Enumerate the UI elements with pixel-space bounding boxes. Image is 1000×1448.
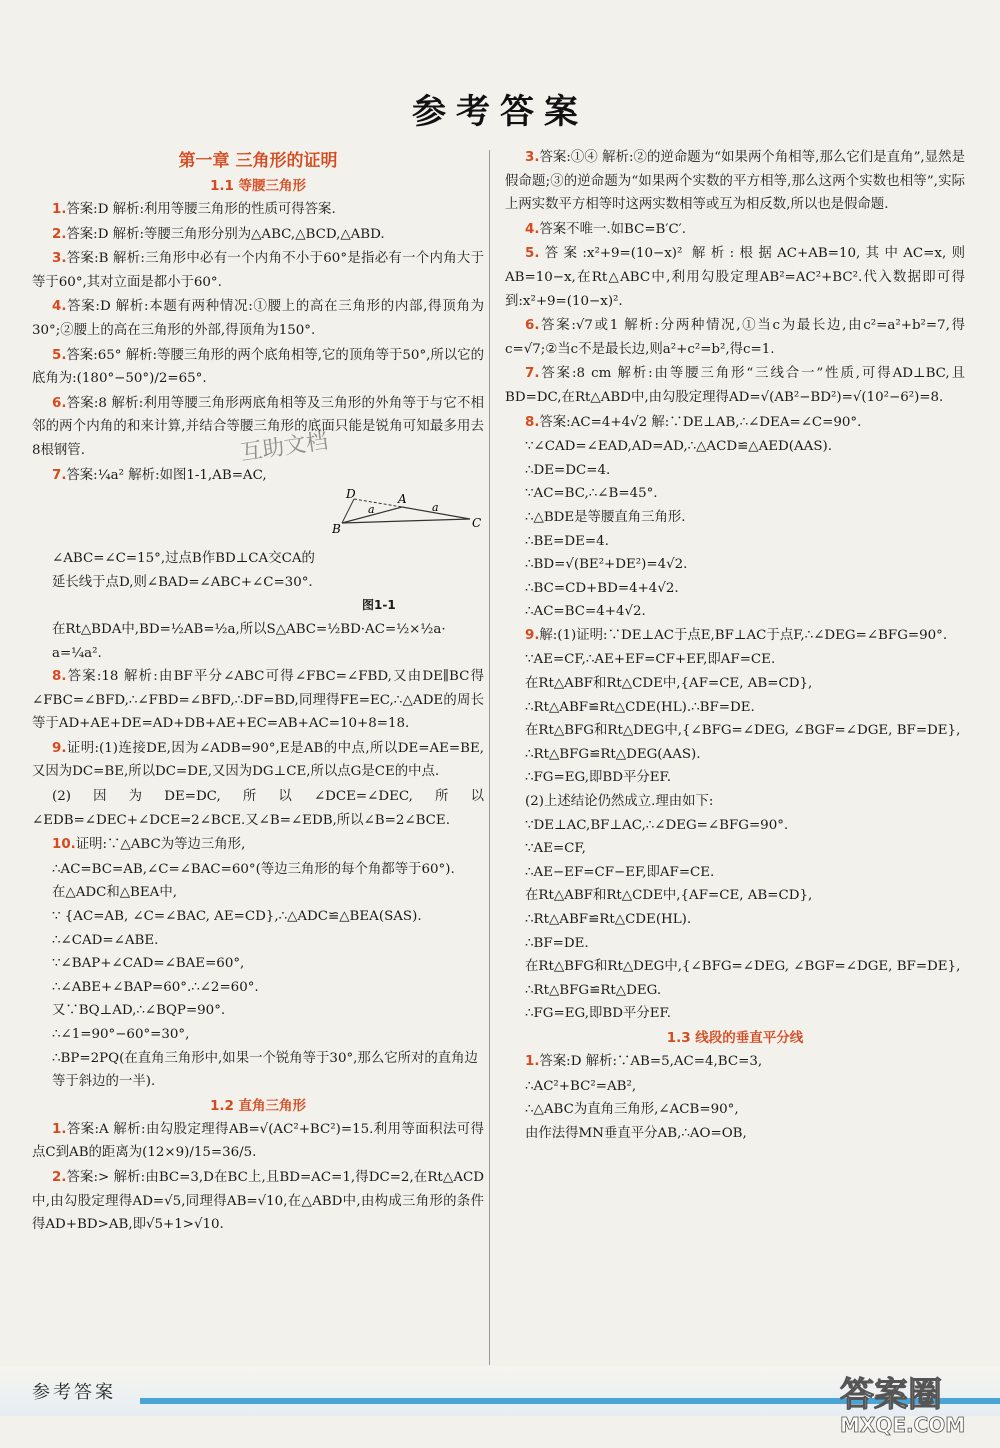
handwritten-stamp: 互助文档 — [238, 428, 330, 466]
proof-line: ∴AE−EF=CF−EF,即AF=CE. — [525, 864, 715, 880]
proof-line: ∴AC²+BC²=AB², — [525, 1078, 637, 1094]
proof-line: 在Rt△BDA中,BD=½AB=½a,所以S△ABC=½BD·AC=½×½a· — [52, 621, 446, 637]
answer-item: 6.答案:√7或1 解析:分两种情况,①当c为最长边,由c²=a²+b²=7,得c=√7;②当c不是最长边,则a²+c²=b²,得c=1. — [505, 318, 965, 357]
section-1-2-title: 1.2 直角三角形 — [209, 1097, 307, 1114]
answer-item: 3.答案:B 解析:三角形中必有一个内角不小于60°是指必有一个内角大于等于60°,其对立面是都小于60°. — [32, 251, 484, 290]
proof-line: ∴∠ABE+∠BAP=60°.∴∠2=60°. — [52, 979, 259, 995]
answer-item: 5.答案:x²+9=(10−x)² 解析:根据AC+AB=10,其中AC=x,则AB=10−x,在Rt△ABC中,利用勾股定理AB²=AC²+BC².代入数据即可得到:x²+9=(10−x)². — [505, 246, 965, 309]
answer-item: 2.答案:> 解析:由BC=3,D在BC上,且BD=AC=1,得DC=2,在Rt△ACD中,由勾股定理得AD=√5,同理得AB=√10,在△ABD中,由构成三角形的条件得AD+BD>AB,即√5+1>√10. — [32, 1169, 484, 1233]
left-column — [32, 146, 484, 1238]
proof-line: ∴FG=EG,即BD平分EF. — [525, 1006, 671, 1022]
footer-label: 参考答案 — [32, 1382, 116, 1403]
proof-line: 又∵BQ⊥AD,∴∠BQP=90°. — [52, 1003, 226, 1019]
answer-item: 7.答案:¼a² 解析:如图1-1,AB=AC, — [52, 467, 267, 483]
proof-line: 在Rt△BFG和Rt△DEG中,{∠BFG=∠DEG, ∠BGF=∠DGE, BF=DE}, — [525, 959, 961, 975]
proof-line: ∴BF=DE. — [525, 935, 589, 951]
proof-line: ∴BP=2PQ(在直角三角形中,如果一个锐角等于30°,那么它所对的直角边等于斜边的一半). — [52, 1050, 478, 1090]
fig-label-a: A — [398, 492, 407, 507]
answer-item: 5.答案:65° 解析:等腰三角形的两个底角相等,它的顶角等于50°,所以它的底角为:(180°−50°)/2=65°. — [32, 347, 484, 387]
proof-line: 延长线于点D,则∠BAD=∠ABC+∠C=30°. — [52, 574, 313, 590]
proof-line: ∴△ABC为直角三角形,∠ACB=90°, — [525, 1102, 739, 1118]
section-1-3-title: 1.3 线段的垂直平分线 — [666, 1029, 804, 1046]
proof-line: ∴Rt△BFG≌Rt△DEG. — [525, 982, 662, 998]
fig-label-side-ac: a — [432, 501, 439, 515]
proof-line: ∵∠BAP+∠CAD=∠BAE=60°, — [52, 956, 245, 972]
answer-item: 8.答案:18 解析:由BF平分∠ABC可得∠FBC=∠FBD,又由DE∥BC得∠FBC=∠BFD,∴∠FBD=∠BFD,∴DF=BD,同理得FE=EC,∴△ADE的周长等于AD+AE+DE=AD+DB+AE+EC=AB+AC=10+8=18. — [32, 669, 484, 732]
answer-item: 6.答案:8 解析:利用等腰三角形两底角相等及三角形的外角等于与它不相邻的两个内角的和来计算,并结合等腰三角形的底面只能是锐角可知最多用去8根钢管. — [32, 395, 484, 458]
figure-caption: 图1-1 — [362, 598, 396, 613]
answer-item: 10.证明:∵△ABC为等边三角形, — [52, 837, 246, 853]
answer-item: 4.答案不唯一.如BC=B′C′. — [525, 221, 686, 237]
proof-line: ∵∠CAD=∠EAD,AD=AD,∴△ACD≌△AED(AAS). — [525, 439, 832, 455]
proof-line: 在Rt△ABF和Rt△CDE中,{AF=CE, AB=CD}, — [525, 888, 813, 904]
proof-line: 在Rt△ABF和Rt△CDE中,{AF=CE, AB=CD}, — [525, 676, 813, 692]
answer-item: 1.答案:D 解析:利用等腰三角形的性质可得答案. — [52, 202, 336, 217]
right-column — [505, 146, 965, 1145]
chapter-title: 第一章 三角形的证明 — [178, 151, 338, 171]
segment-bd — [342, 499, 354, 523]
proof-line: ∵ {AC=AB, ∠C=∠BAC, AE=CD},∴△ADC≌△BEA(SAS). — [52, 909, 422, 925]
answer-item: 1.答案:A 解析:由勾股定理得AB=√(AC²+BC²)=15.利用等面积法可得点C到AB的距离为(12×9)/15=36/5. — [32, 1121, 484, 1161]
proof-line: (2)上述结论仍然成立.理由如下: — [525, 794, 714, 810]
segment-da — [354, 499, 402, 507]
answer-item: 2.答案:D 解析:等腰三角形分别为△ABC,△BCD,△ABD. — [52, 226, 385, 242]
proof-line: ∴BC=CD+BD=4+4√2. — [525, 580, 679, 596]
proof-line: ∵AE=CF,∴AE+EF=CF+EF,即AF=CE. — [525, 652, 776, 668]
fig-label-b: B — [332, 522, 341, 537]
proof-line: ∵DE⊥AC,BF⊥AC,∴∠DEG=∠BFG=90°. — [525, 817, 789, 833]
answer-item: 9.证明:(1)连接DE,因为∠ADB=90°,E是AB的中点,所以DE=AE=BE,又因为DC=BE,所以DC=DE,又因为DG⊥CE,所以点G是CE的中点. — [32, 740, 484, 780]
proof-line: ∴∠1=90°−60°=30°, — [52, 1027, 190, 1042]
column-divider — [489, 150, 490, 1365]
proof-line: a=¼a². — [52, 645, 102, 661]
proof-line: 由作法得MN垂直平分AB,∴AO=OB, — [525, 1125, 747, 1141]
fig-label-c: C — [472, 516, 482, 531]
proof-line: ∴BE=DE=4. — [525, 533, 609, 549]
answer-item: 8.答案:AC=4+4√2 解:∵DE⊥AB,∴∠DEA=∠C=90°. — [525, 414, 862, 430]
proof-line: ∴DE=DC=4. — [525, 462, 611, 478]
proof-line: ∠ABC=∠C=15°,过点B作BD⊥CA交CA的 — [52, 551, 315, 567]
proof-line: ∴FG=EG,即BD平分EF. — [525, 770, 671, 786]
proof-line: ∴∠CAD=∠ABE. — [52, 932, 159, 948]
fig-label-d: D — [346, 489, 356, 502]
proof-line: ∵AC=BC,∴∠B=45°. — [525, 486, 658, 502]
watermark-url: MXQE.COM — [840, 1413, 966, 1437]
segment-bc — [342, 519, 470, 523]
proof-line: ∴Rt△BFG≌Rt△DEG(AAS). — [525, 746, 701, 762]
section-1-1-title: 1.1 等腰三角形 — [209, 178, 307, 194]
page-title: 参考答案 — [412, 92, 588, 132]
proof-line: ∴Rt△ABF≌Rt△CDE(HL). — [525, 912, 692, 927]
proof-line: ∴BD=√(BE²+DE²)=4√2. — [525, 557, 688, 573]
proof-line: 在Rt△BFG和Rt△DEG中,{∠BFG=∠DEG, ∠BGF=∠DGE, BF=DE}, — [525, 723, 961, 739]
proof-line: ∴AC=BC=AB,∠C=∠BAC=60°(等边三角形的每个角都等于60°). — [52, 861, 455, 877]
figure-1-1 — [332, 489, 482, 545]
proof-line: ∴AC=BC=4+4√2. — [525, 604, 646, 620]
proof-line: ∵AE=CF, — [525, 841, 586, 857]
watermark-logo — [836, 1368, 986, 1438]
answer-item: 7.答案:8 cm 解析:由等腰三角形“三线合一”性质,可得AD⊥BC,且BD=DC,在Rt△ABD中,由勾股定理得AD=√(AB²−BD²)=√(10²−6²)=8. — [505, 366, 965, 405]
proof-line: 在△ADC和△BEA中, — [52, 885, 177, 901]
fig-label-side-ab: a — [368, 503, 375, 517]
watermark-title: 答案圈 — [840, 1375, 942, 1415]
answer-item: 3.答案:①④ 解析:②的逆命题为“如果两个角相等,那么它们是直角”,显然是假命题;③的逆命题为“如果两个实数的平方相等,那么这两个实数也相等”,实际上两实数平方相等时这两实数相等或互为相反数,所以也是假命题. — [505, 150, 965, 213]
answer-item: 4.答案:D 解析:本题有两种情况:①腰上的高在三角形的内部,得顶角为30°;②腰上的高在三角形的外部,得顶角为150°. — [32, 299, 484, 338]
answer-item: 9.解:(1)证明:∵DE⊥AC于点E,BF⊥AC于点F,∴∠DEG=∠BFG=90°. — [525, 627, 948, 643]
proof-line: ∴△BDE是等腰直角三角形. — [525, 509, 686, 525]
proof-line: ∴Rt△ABF≌Rt△CDE(HL).∴BF=DE. — [525, 699, 755, 715]
proof-paragraph: (2)因为DE=DC,所以∠DCE=∠DEC,所以∠EDB=∠DEC+∠DCE=2∠BCE.又∠B=∠EDB,所以∠B=2∠BCE. — [32, 789, 484, 828]
answer-item: 1.答案:D 解析:∵AB=5,AC=4,BC=3, — [525, 1053, 763, 1069]
